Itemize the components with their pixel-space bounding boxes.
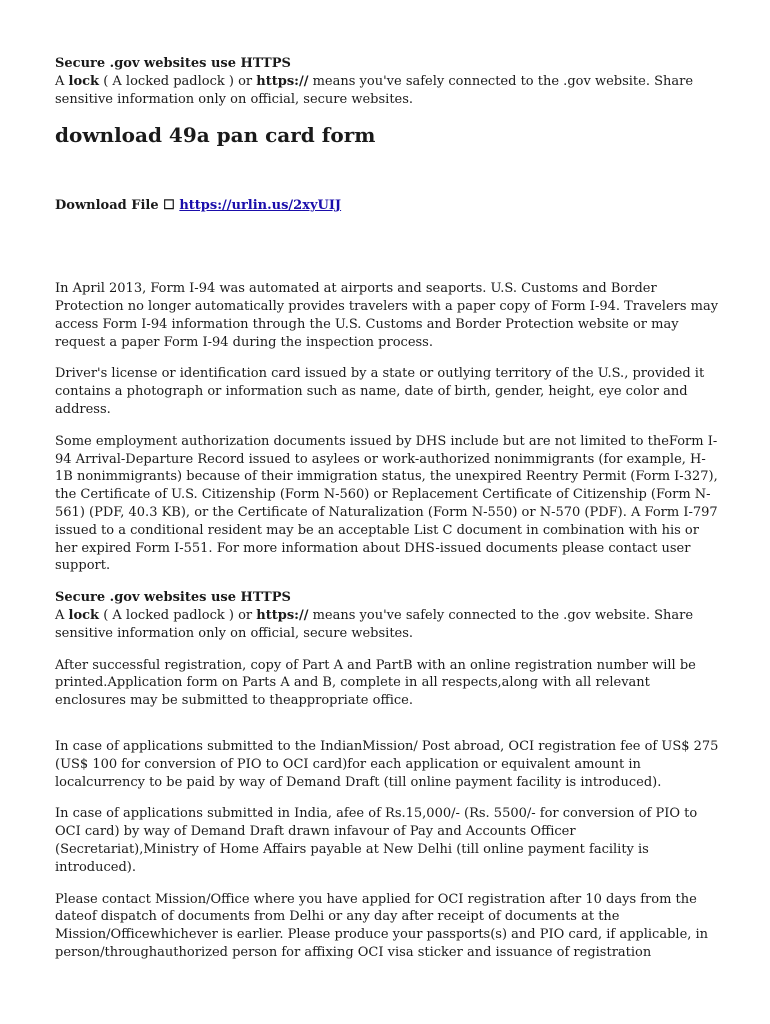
body-section-2 (55, 657, 719, 962)
secure-notice-top (55, 55, 719, 108)
secure-notice-repeat (55, 589, 719, 642)
paragraph: In case of applications submitted to the IndianMission/ Post abroad, OCI registration fee of US$ 275 (US$ 100 for conversion of PIO to OCI card)for each application or equivalent amount in localcurrency to be paid by way of Demand Draft (till online payment facility is introduced). (55, 738, 719, 790)
body-section-1 (55, 280, 719, 575)
paragraph: Driver's license or identification card issued by a state or outlying territory of the U.S., provided it contains a photograph or information such as name, date of birth, gender, height, eye color and address. (55, 366, 705, 417)
paragraph: In case of applications submitted in India, afee of Rs.15,000/- (Rs. 5500/- for conversion of PIO to OCI card) by way of Demand Draft drawn infavour of Pay and Accounts Officer (Secretariat),Ministry of Home Affairs payable at New Delhi (till online payment facility is introduced). (55, 806, 698, 875)
download-line (55, 197, 719, 215)
paragraph: Some employment authorization documents issued by DHS include but are not limited to theForm I-94 Arrival-Departure Record issued to asylees or work-authorized nonimmigrants (for example, H-1B nonimmigrants) because of their immigration status, the unexpired Reentry Permit (Form I-327), the Certificate of U.S. Citizenship (Form N-560) or Replacement Certificate of Citizenship (Form N-561) (PDF, 40.3 KB), or the Certificate of Naturalization (Form N-550) or N-570 (PDF). A Form I-797 issued to a conditional resident may be an acceptable List C document in combination with his or her expired Form I-551. For more information about DHS-issued documents please contact user support. (55, 433, 718, 574)
secure-notice-heading: Secure .gov websites use HTTPS (55, 56, 291, 71)
paragraph: After successful registration, copy of Part A and PartB with an online registration number will be printed.Application form on Parts A and B, complete in all respects,along with all relevant enclosures may be submitted to theappropriate office. (55, 657, 696, 709)
secure-https-word: https:// (256, 73, 309, 89)
secure-notice-text (55, 607, 719, 643)
secure-text-b: ( A locked padlock ) or (99, 607, 257, 623)
secure-text-a: A (55, 607, 69, 623)
page-title: download 49a pan card form (55, 123, 376, 148)
paragraph: In April 2013, Form I-94 was automated at airports and seaports. U.S. Customs and Border Protection no longer automatically provides travelers with a paper copy of Form I-94. Travelers may access Form I-94 information through the U.S. Customs and Border Protection website or may request a paper Form I-94 during the inspection process. (55, 281, 719, 350)
secure-lock-word: lock (68, 607, 100, 623)
secure-notice-heading: Secure .gov websites use HTTPS (55, 590, 291, 606)
secure-text-c: means you've safely connected to the .gov website. Share sensitive information only on official, secure websites. (55, 607, 694, 641)
secure-text-c: means you've safely connected to the .gov website. Share sensitive information only on official, secure websites. (55, 73, 694, 107)
download-link[interactable]: https://urlin.us/2xyUIJ (179, 198, 342, 214)
document-page (55, 55, 719, 962)
secure-lock-word: lock (68, 73, 100, 89)
secure-text-b: ( A locked padlock ) or (99, 73, 257, 89)
secure-text-a: A (55, 73, 69, 89)
secure-https-word: https:// (256, 607, 309, 623)
paragraph: Please contact Mission/Office where you have applied for OCI registration after 10 days from the dateof dispatch of documents from Delhi or any day after receipt of documents at the Mission/Officewhichever is earlier. Please produce your passports(s) and PIO card, if applicable, in person/throughauthorized person for affixing OCI visa sticker and issuance of registration (55, 891, 709, 960)
secure-notice-text (55, 73, 719, 109)
download-label: Download File ☐ (55, 198, 180, 214)
